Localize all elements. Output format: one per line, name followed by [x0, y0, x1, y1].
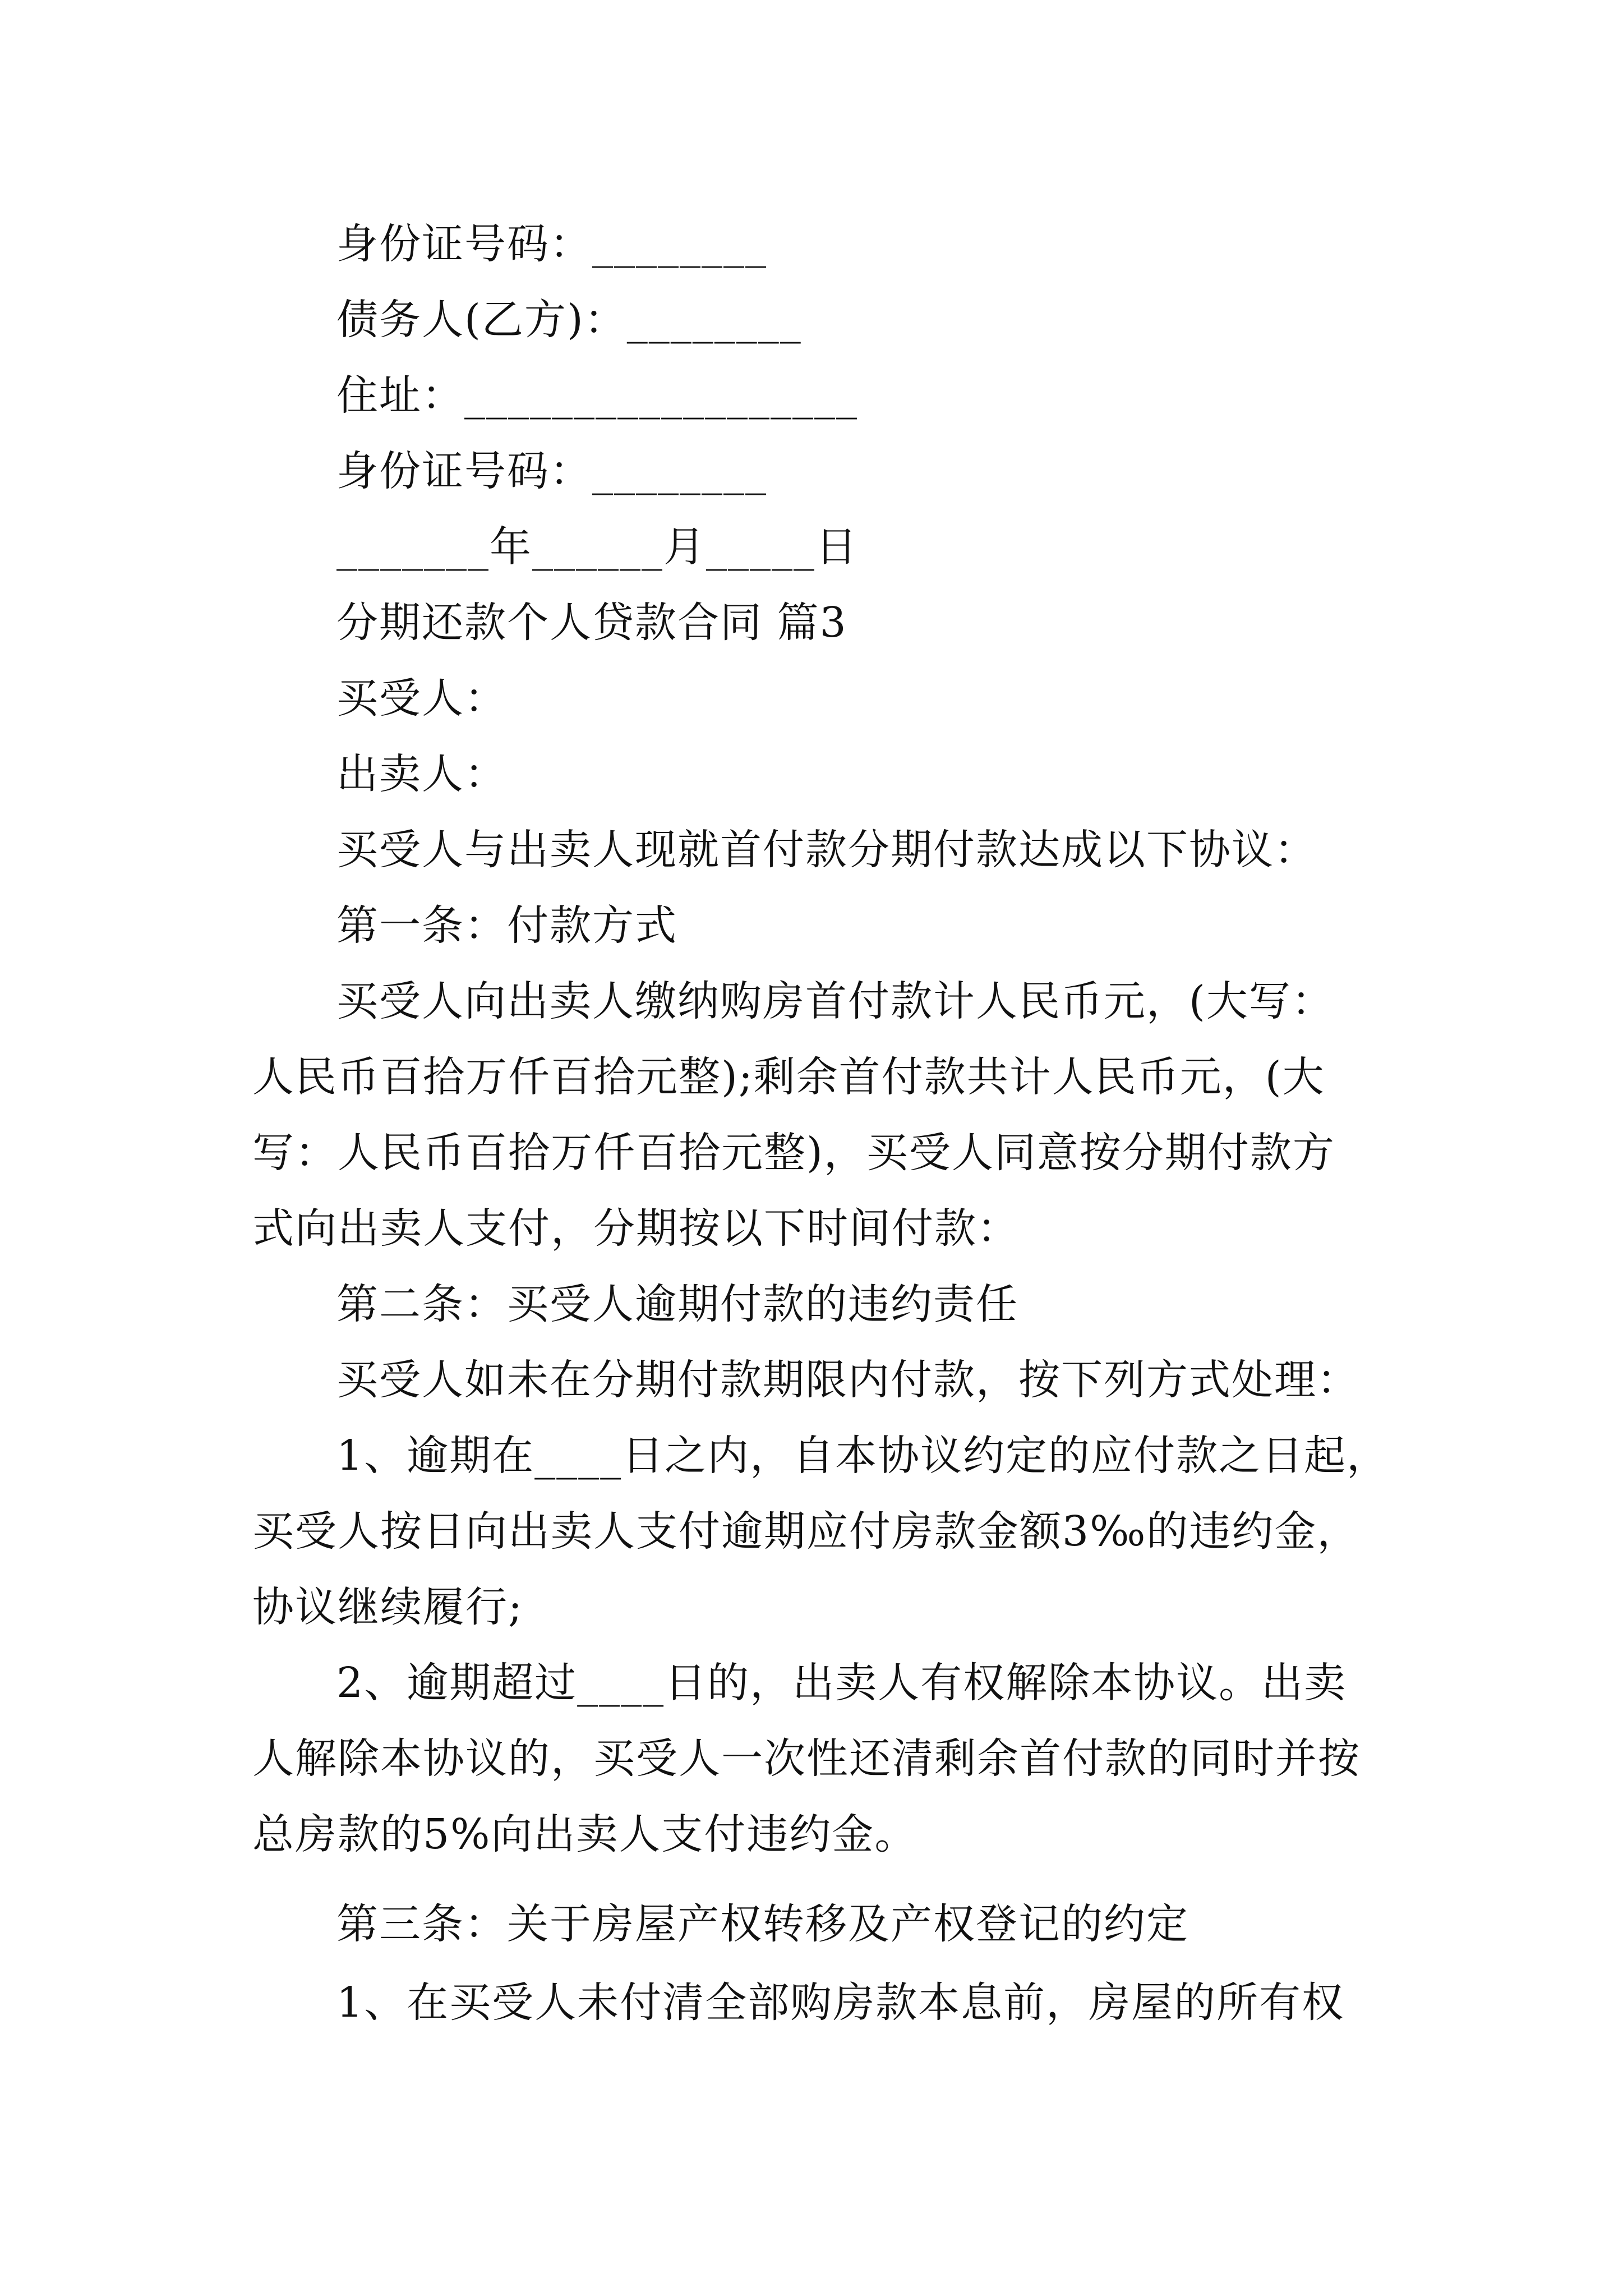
clause-line: 2、逾期超过____日的，出卖人有权解除本协议。出卖 — [336, 1659, 1347, 1707]
buyer-label: 买受人： — [336, 674, 507, 723]
article-3-heading: 第三条：关于房屋产权转移及产权登记的约定 — [336, 1900, 1189, 1948]
creditor-id-number-line: 身份证号码：________ — [336, 220, 767, 268]
paragraph-line: 买受人向出卖人缴纳购房首付款计人民币元，(大写： — [336, 977, 1334, 1025]
debtor-id-number-line: 身份证号码：________ — [336, 447, 767, 495]
paragraph-line: 式向出卖人支付，分期按以下时间付款： — [252, 1204, 1020, 1253]
clause-line: 协议继续履行; — [252, 1583, 523, 1631]
paragraph-line: 写：人民币百拾万仟百拾元整)，买受人同意按分期付款方 — [252, 1129, 1335, 1177]
date-line: _______年______月_____日 — [336, 523, 858, 571]
section-title: 分期还款个人贷款合同 篇3 — [336, 599, 847, 647]
paragraph-line: 买受人如未在分期付款期限内付款，按下列方式处理： — [336, 1356, 1359, 1404]
article-2-heading: 第二条：买受人逾期付款的违约责任 — [336, 1280, 1018, 1328]
clause-line: 1、在买受人未付清全部购房款本息前，房屋的所有权 — [336, 1978, 1345, 2027]
clause-line: 买受人按日向出卖人支付逾期应付房款金额3‰的违约金， — [252, 1507, 1360, 1556]
article-1-heading: 第一条：付款方式 — [336, 901, 677, 950]
address-line: 住址：__________________ — [336, 371, 858, 420]
seller-label: 出卖人： — [336, 750, 507, 798]
paragraph-line: 人民币百拾万仟百拾元整);剩余首付款共计人民币元，(大 — [252, 1053, 1325, 1101]
clause-line: 总房款的5%向出卖人支付违约金。 — [252, 1810, 917, 1858]
debtor-party-b-line: 债务人(乙方)：________ — [336, 296, 802, 344]
agreement-intro: 买受人与出卖人现就首付款分期付款达成以下协议： — [336, 826, 1317, 874]
clause-line: 人解除本协议的，买受人一次性还清剩余首付款的同时并按 — [252, 1734, 1361, 1783]
clause-line: 1、逾期在____日之内，自本协议约定的应付款之日起， — [336, 1432, 1390, 1480]
